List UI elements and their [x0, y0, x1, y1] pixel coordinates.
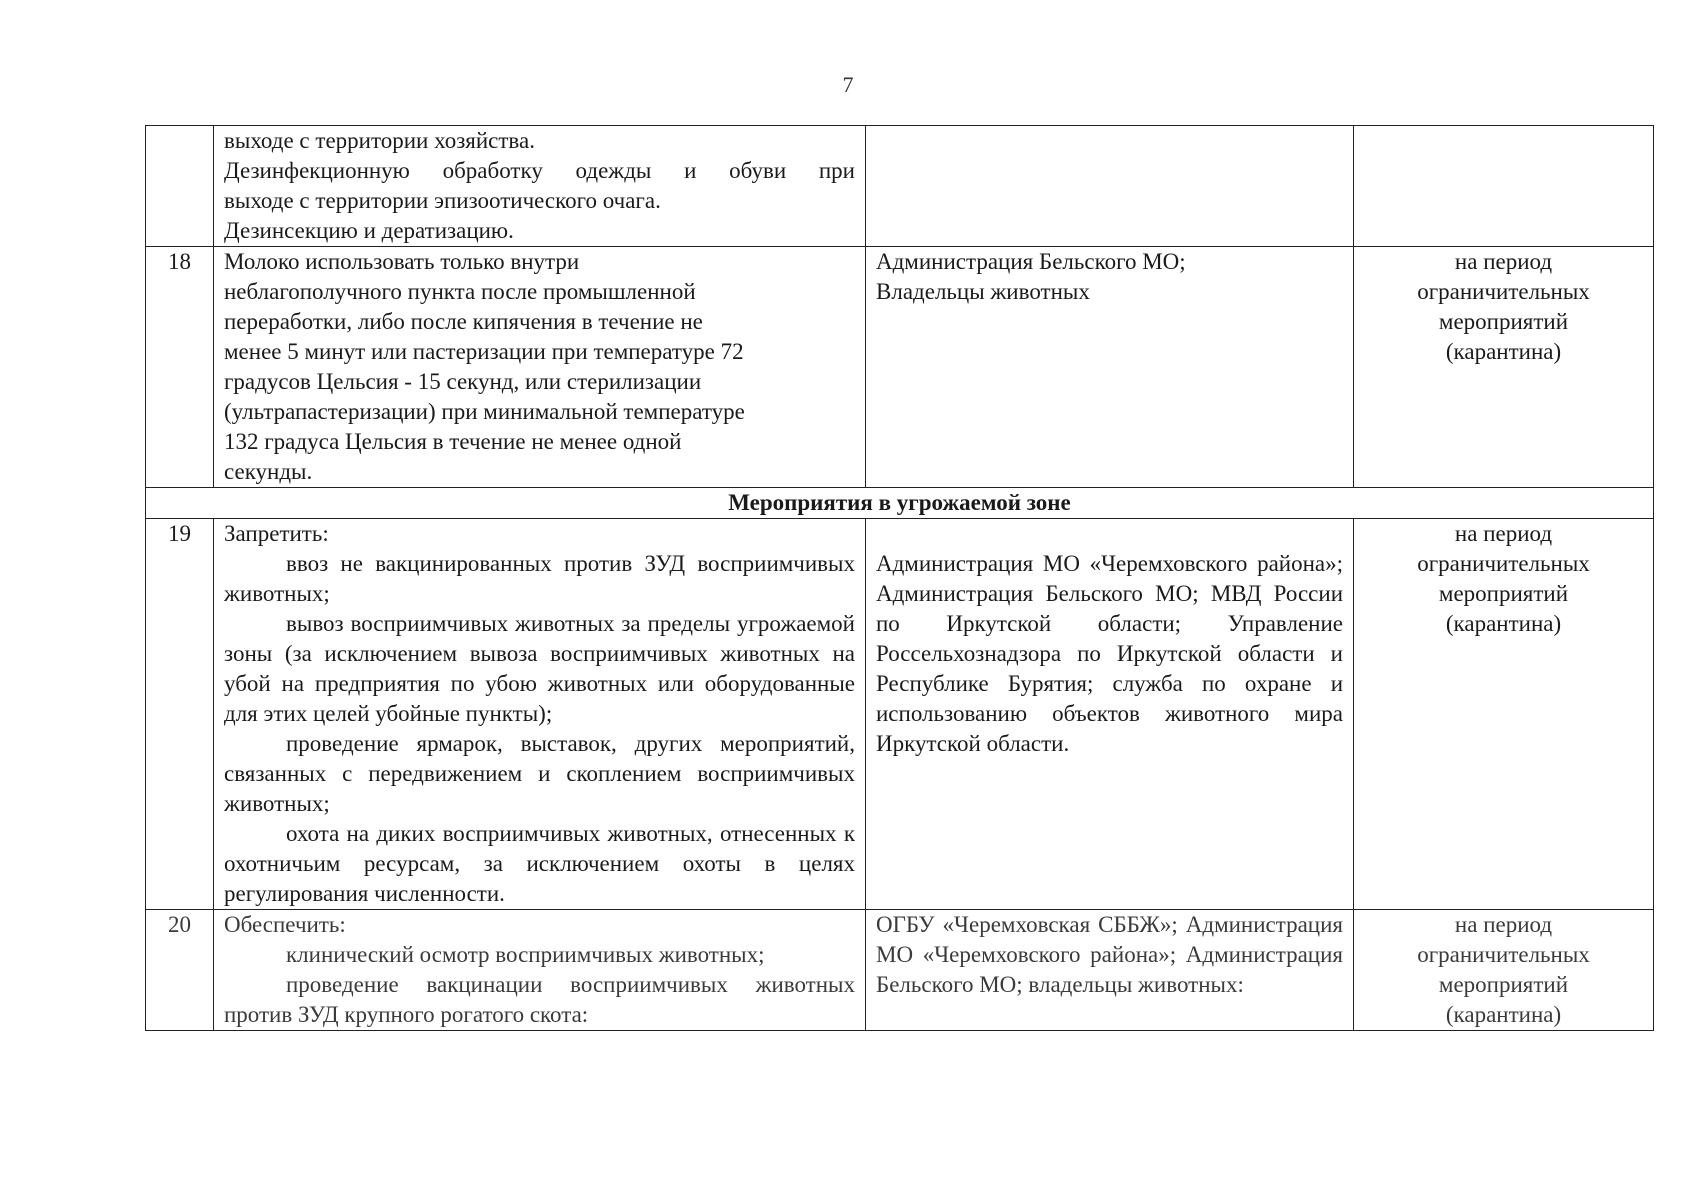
action-line: выходе с территории хозяйства. [224, 128, 535, 153]
action-line: неблагополучного пункта после промышленной [224, 279, 696, 304]
action-line: Молоко использовать только внутри [224, 249, 580, 274]
table-row [146, 247, 1654, 488]
term-cell [1354, 126, 1654, 247]
responsible-line: Владельцы животных [876, 279, 1090, 304]
measures-table [145, 125, 1654, 1031]
term-line: на период [1454, 249, 1553, 274]
responsible-cell [866, 910, 1354, 1031]
term-line: (карантина) [1445, 1002, 1562, 1027]
term-line: (карантина) [1445, 611, 1562, 636]
term-line: (карантина) [1445, 339, 1562, 364]
responsible-text: Администрация МО «Черемховского района»; Администрация Бельского МО; МВД России по Иркутской области; Управление Россельхознадзора по Иркутской области и Республике Бурятия; служба по охране и использованию объектов животного мира Иркутской области. [876, 551, 1343, 756]
action-cell [214, 247, 866, 488]
action-line: менее 5 минут или пастеризации при температуре 72 [224, 339, 744, 364]
term-cell [1354, 910, 1654, 1031]
action-line: (ультрапастеризации) при минимальной температуре [224, 399, 745, 424]
term-line: ограничительных [1417, 551, 1590, 576]
action-line: секунды. [224, 459, 313, 484]
action-item: вывоз восприимчивых животных за пределы угрожаемой зоны (за исключением вывоза восприимчивых животных на убой на предприятия по убою животных или оборудованные для этих целей убойные пункты); [224, 611, 855, 726]
term-line: ограничительных [1417, 942, 1590, 967]
row-number [146, 126, 214, 247]
term-line: на период [1454, 521, 1553, 546]
responsible-cell [866, 519, 1354, 910]
term-cell [1354, 519, 1654, 910]
table-row [146, 910, 1654, 1031]
row-number: 19 [146, 519, 214, 910]
action-line: 132 градуса Цельсия в течение не менее одной [224, 429, 682, 454]
term-line: мероприятий [1438, 309, 1569, 334]
term-line: мероприятий [1438, 972, 1569, 997]
action-item: ввоз не вакцинированных против ЗУД восприимчивых животных; [224, 551, 855, 606]
row-number: 18 [146, 247, 214, 488]
term-line: мероприятий [1438, 581, 1569, 606]
action-cell [214, 910, 866, 1031]
term-line: на период [1454, 912, 1553, 937]
action-heading: Обеспечить: [224, 912, 346, 937]
responsible-cell [866, 126, 1354, 247]
action-cell [214, 519, 866, 910]
table-row [146, 126, 1654, 247]
action-item: проведение вакцинации восприимчивых животных против ЗУД крупного рогатого скота: [224, 972, 855, 1027]
action-line: выходе с территории эпизоотического очага. [224, 188, 661, 213]
section-row [146, 488, 1654, 519]
action-item: клинический осмотр восприимчивых животных; [286, 942, 765, 967]
responsible-text: ОГБУ «Черемховская СББЖ»; Администрация МО «Черемховского района»; Администрация Бельского МО; владельцы животных: [876, 912, 1343, 997]
term-cell [1354, 247, 1654, 488]
action-line: переработки, либо после кипячения в течение не [224, 309, 703, 334]
action-item: проведение ярмарок, выставок, других мероприятий, связанных с передвижением и скоплением восприимчивых животных; [224, 731, 855, 816]
term-line: ограничительных [1417, 279, 1590, 304]
page-number: 7 [842, 72, 854, 97]
responsible-cell [866, 247, 1354, 488]
action-line: градусов Цельсия - 15 секунд, или стерилизации [224, 369, 702, 394]
action-line: Дезинфекционную обработку одежды и обуви при [224, 158, 855, 183]
section-title: Мероприятия в угрожаемой зоне [146, 488, 1654, 519]
action-line: Дезинсекцию и дератизацию. [224, 218, 514, 243]
action-cell [214, 126, 866, 247]
action-heading: Запретить: [224, 521, 329, 546]
table-row [146, 519, 1654, 910]
spacer [876, 519, 1343, 549]
responsible-line: Администрация Бельского МО; [876, 249, 1186, 274]
row-number: 20 [146, 910, 214, 1031]
action-item: охота на диких восприимчивых животных, отнесенных к охотничьим ресурсам, за исключением охоты в целях регулирования численности. [224, 821, 855, 906]
